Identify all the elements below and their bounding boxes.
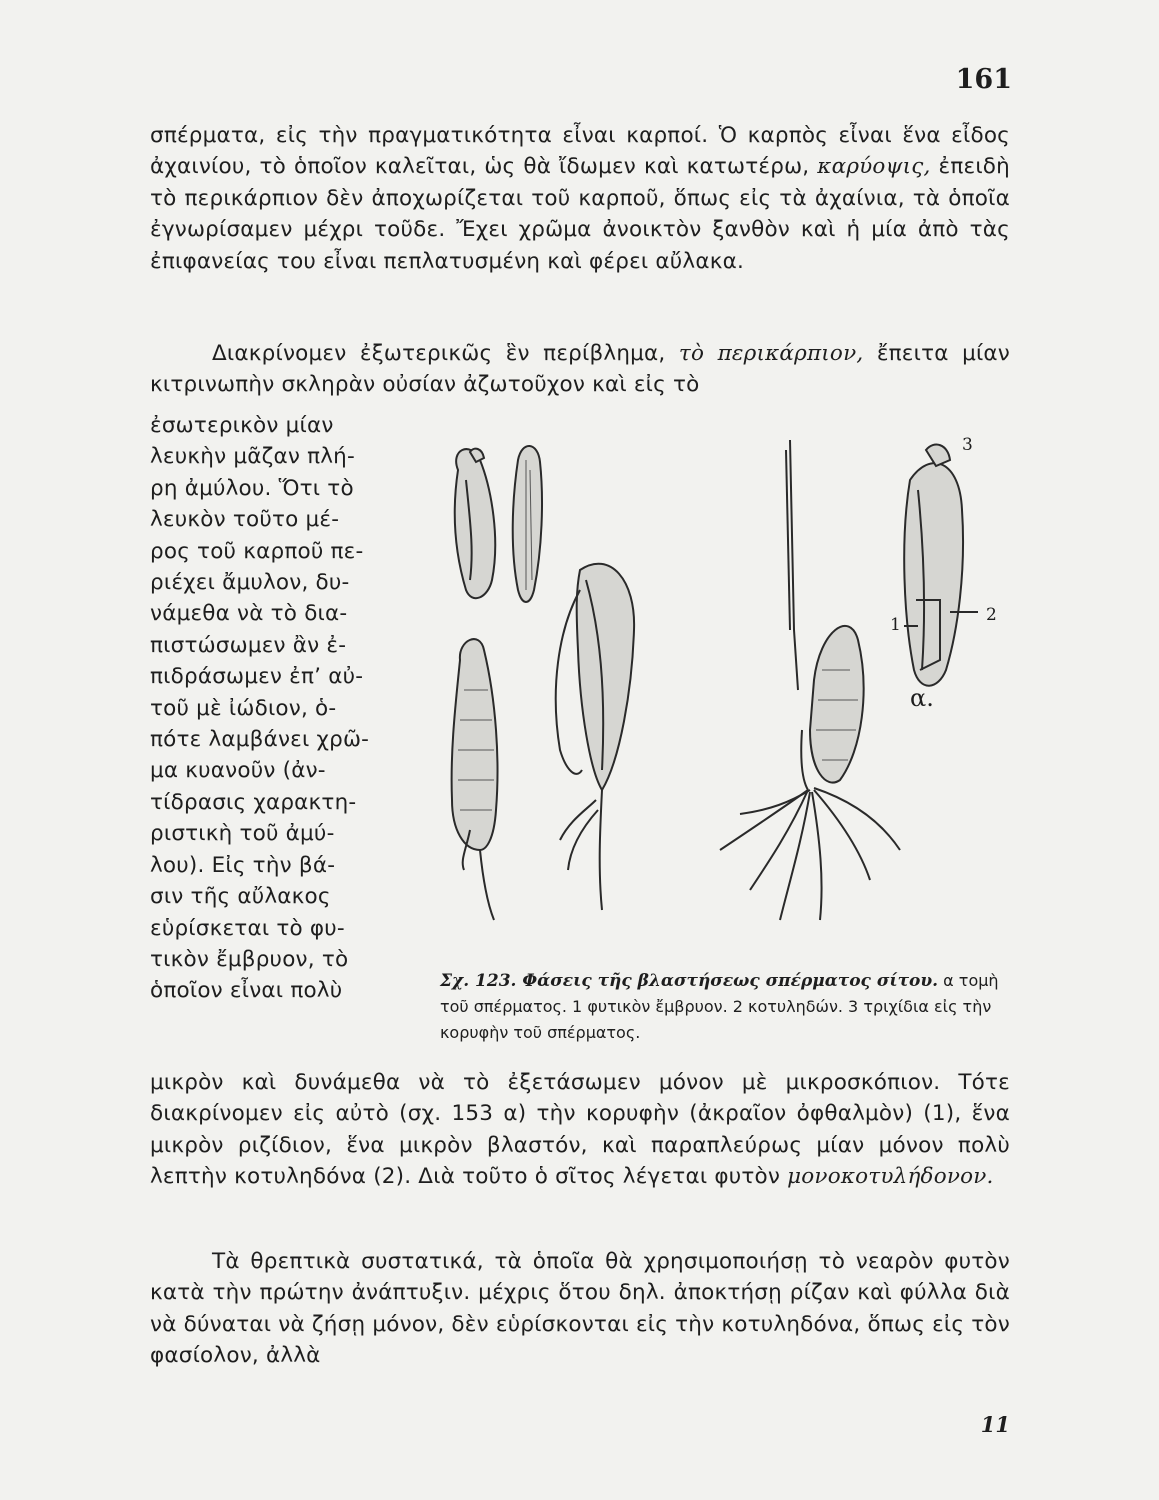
narrow-line: σιν τῆς αὔλακος [150, 884, 331, 910]
term-karyopsis: καρύοψις, [817, 154, 931, 180]
figure-illustration [430, 430, 1030, 960]
paragraph-2-end [150, 1067, 1010, 1193]
narrow-line: λευκὴν μᾶζαν πλή- [150, 444, 355, 470]
seed-whole-drawing [513, 446, 542, 602]
figure-caption-text: α τομὴ τοῦ σπέρματος. 1 φυτικὸν ἔμβρυον. 2 κοτυληδών. 3 τριχίδια εἰς τὴν κορυφὴν τοῦ σπέρματος. [440, 971, 999, 1042]
figure-alpha-seed-section [890, 435, 997, 712]
narrow-line: νάμεθα νὰ τὸ δια- [150, 601, 348, 627]
narrow-line: ρος τοῦ καρποῦ πε- [150, 538, 364, 564]
paragraph-1-text: σπέρματα, εἰς τὴν πραγματικότητα εἶναι καρποί. Ὁ καρπὸς εἶναι ἕνα εἶδος ἀχαινίου, τὸ ὁποῖον καλεῖται, ὡς θὰ ἴδωμεν καὶ κατωτέρω, [150, 123, 1010, 180]
paragraph-2-text-end: μικρὸν καὶ δυνάμεθα νὰ τὸ ἐξετάσωμεν μόνον μὲ μικροσκόπιον. Τότε διακρίνομεν εἰς αὐτὸ (σχ. 153 α) τὴν κορυφὴν (ἀκραῖον ὀφθαλμὸν) (1), ἕνα μικρὸν ριζίδιον, ἕνα μικρὸν βλαστόν, καὶ παραπλεύρως μίαν μόνον πολὺ λεπτὴν κοτυληδόνα (2). Διὰ τοῦτο ὁ σῖτος λέγεται φυτὸν [150, 1070, 1010, 1190]
narrow-line: λου). Εἰς τὴν βά- [150, 852, 336, 878]
seed-section-drawing [455, 449, 495, 599]
figure-wheat-germination [430, 430, 1030, 960]
paragraph-1 [150, 120, 1010, 277]
figure-label-alpha: α. [910, 684, 934, 712]
narrow-line: τικὸν ἔμβρυον, τὸ [150, 946, 349, 972]
narrow-line: πότε λαμβάνει χρῶ- [150, 727, 370, 753]
figure-label-3: 3 [962, 435, 973, 455]
seed-swollen-drawing [452, 639, 498, 920]
narrow-line: πιστώσωμεν ἂν ἐ- [150, 632, 347, 658]
page-number: 161 [955, 64, 1012, 95]
narrow-line: τοῦ μὲ ἰώδιον, ὁ- [150, 695, 337, 721]
figure-label-1: 1 [890, 615, 901, 635]
paragraph-2-text-cont: ἔπειτα μίαν κιτρινωπὴν σκληρὰν οὐσίαν ἀζωτοῦχον καὶ εἰς τὸ [150, 341, 1011, 398]
paragraph-2-start [150, 338, 1010, 401]
term-perikarpion: τὸ περικάρπιον, [678, 341, 864, 366]
narrow-line: μα κυανοῦν (ἀν- [150, 758, 326, 784]
narrow-line: ὁποῖον εἶναι πολὺ [150, 978, 343, 1004]
narrow-line: ἐσωτερικὸν μίαν [150, 413, 334, 438]
signature-number: 11 [980, 1412, 1010, 1437]
narrow-line: τίδρασις χαρακτη- [150, 789, 357, 815]
narrow-line: ριστικὴ τοῦ ἀμύ- [150, 821, 335, 847]
narrow-line: ρη ἀμύλου. Ὅτι τὸ [150, 475, 354, 501]
paragraph-3: Τὰ θρεπτικὰ συστατικά, τὰ ὁποῖα θὰ χρησιμοποιήσῃ τὸ νεαρὸν φυτὸν κατὰ τὴν πρώτην ἀνάπτυξιν. μέχρις ὅτου δηλ. ἀποκτήσῃ ρίζαν καὶ φύλλα διὰ νὰ δύναται νὰ ζήσῃ μόνον, δὲν εὑρίσκονται εἰς τὴν κοτυληδόνα, ὅπως εἰς τὸν φασίολον, ἀλλὰ [150, 1249, 1010, 1369]
paragraph-2-narrow-column [150, 410, 408, 1007]
term-monokotyledonon: μονοκοτυλήδονον. [787, 1164, 994, 1190]
seedling-opening-drawing [556, 564, 634, 910]
narrow-line: λευκὸν τοῦτο μέ- [150, 507, 340, 533]
figure-caption [440, 968, 1002, 1046]
narrow-line: εὑρίσκεται τὸ φυ- [150, 915, 345, 941]
narrow-line: πιδράσωμεν ἐπ’ αὐ- [150, 664, 364, 690]
narrow-line: ριέχει ἄμυλον, δυ- [150, 570, 350, 596]
figure-caption-title: Σχ. 123. Φάσεις τῆς βλαστήσεως σπέρματος σίτου. [440, 971, 939, 991]
figure-label-2: 2 [986, 605, 997, 625]
paragraph-2-text-start: Διακρίνομεν ἐξωτερικῶς ἓν περίβλημα, [212, 341, 666, 366]
paragraph-1-text-2: ἐπειδὴ τὸ περικάρπιον δὲν ἀποχωρίζεται τοῦ καρποῦ, ὅπως εἰς τὰ ἀχαίνια, τὰ ὁποῖα ἐγνωρίσαμεν μέχρι τοῦδε. Ἔχει χρῶμα ἀνοικτὸν ξανθὸν καὶ ἡ μία ἀπὸ τὰς ἐπιφανείας του εἶναι πεπλατυσμένη καὶ φέρει αὔλακα. [150, 154, 1010, 274]
seedling-rooted-drawing [720, 440, 900, 920]
